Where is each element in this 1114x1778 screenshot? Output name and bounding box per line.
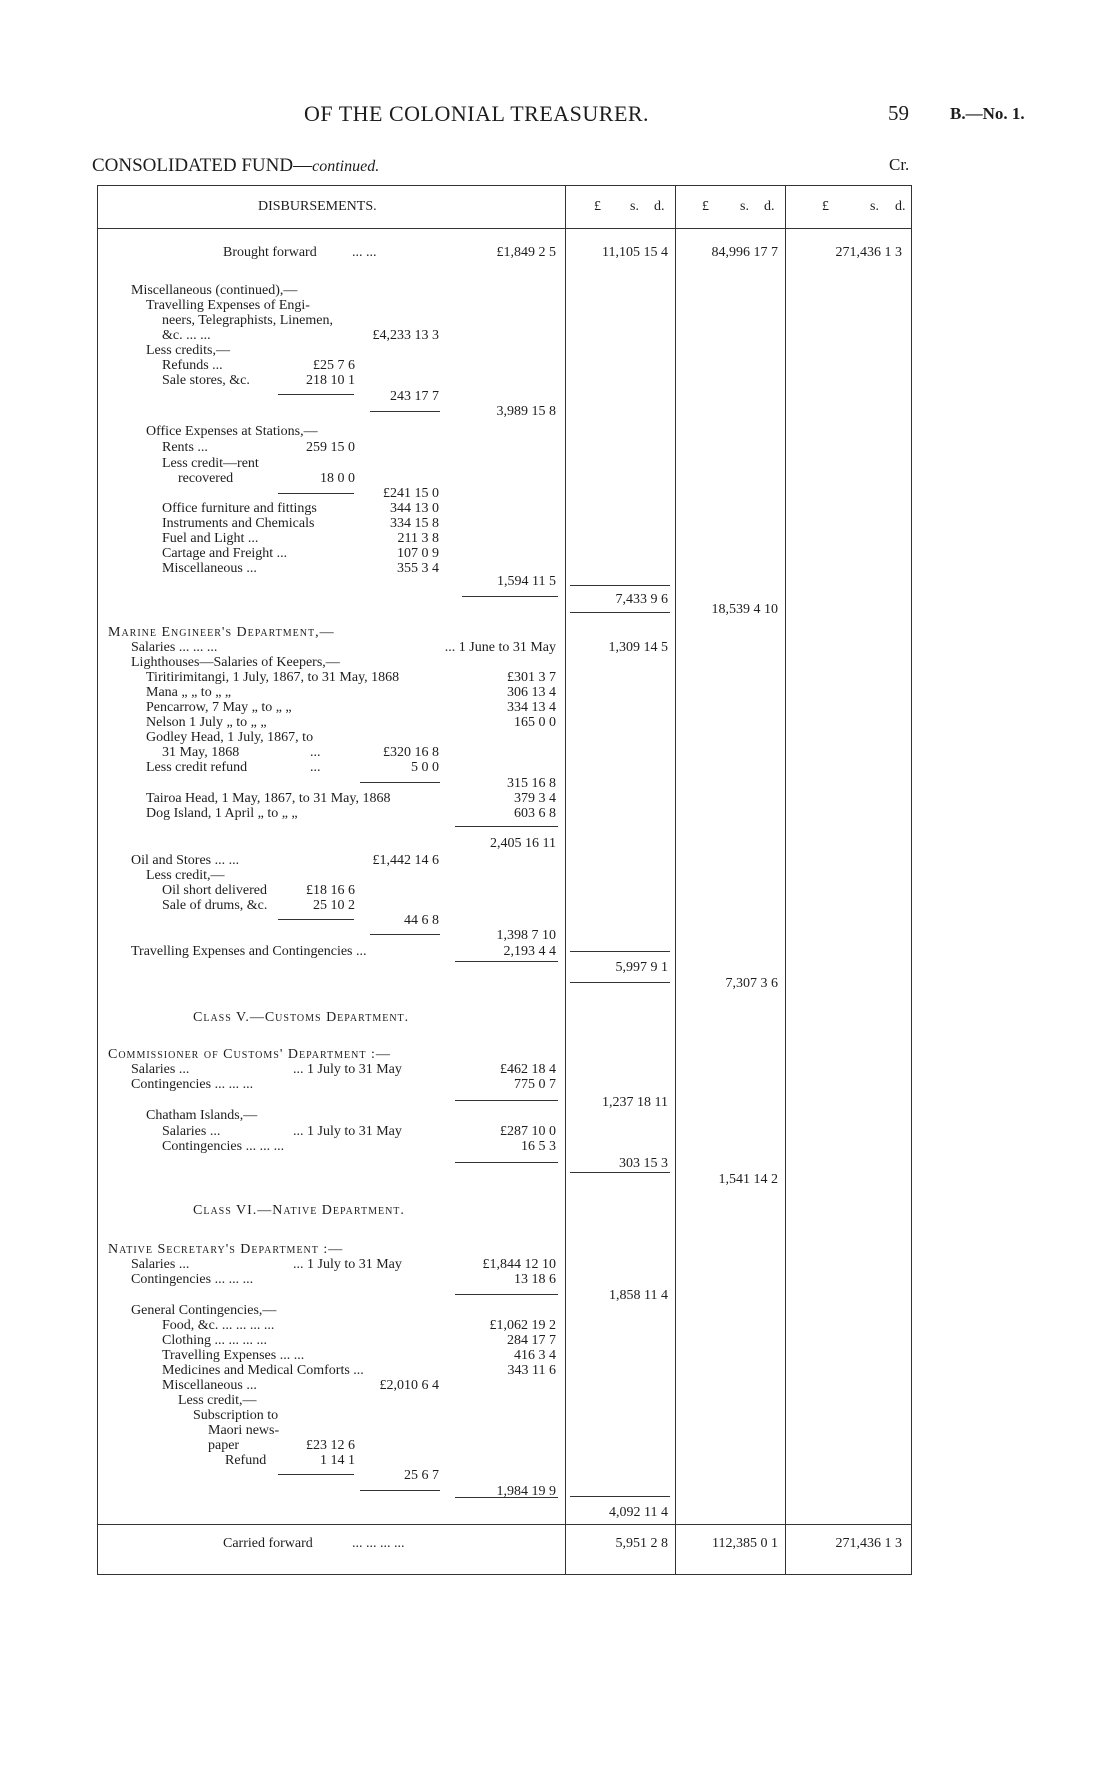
tiri-label: Tiritirimitangi, 1 July, 1867, to 31 May, 1868 bbox=[146, 670, 400, 685]
office-expenses-label: Office Expenses at Stations,— bbox=[146, 424, 318, 439]
native-salaries-period: ... 1 July to 31 May bbox=[293, 1257, 402, 1272]
rents-amount: 259 15 0 bbox=[306, 440, 355, 455]
misc-total: 7,433 9 6 bbox=[615, 592, 668, 607]
customs-cont-amount: 775 0 7 bbox=[514, 1077, 556, 1092]
carried-forward-label: Carried forward bbox=[223, 1536, 313, 1551]
chatham-salaries-label: Salaries ... bbox=[162, 1124, 221, 1139]
pence-heading: d. bbox=[895, 199, 906, 214]
mana-label: Mana „ „ to „ „ bbox=[146, 685, 232, 700]
travel-eng-line: Travelling Expenses of Engi- bbox=[146, 298, 310, 313]
drums-label: Sale of drums, &c. bbox=[162, 898, 268, 913]
sum-rule bbox=[462, 596, 558, 597]
dog-island-amount: 603 6 8 bbox=[514, 806, 556, 821]
column-divider bbox=[675, 185, 676, 1575]
travel-eng-amount: £4,233 13 3 bbox=[372, 328, 439, 343]
sum-rule bbox=[455, 1100, 558, 1101]
pound-heading: £ bbox=[594, 199, 601, 214]
cartage-label: Cartage and Freight ... bbox=[162, 546, 288, 561]
travel-exp-label: Travelling Expenses ... ... bbox=[162, 1348, 305, 1363]
drums-amount: 25 10 2 bbox=[313, 898, 355, 913]
native-cont-amount: 13 18 6 bbox=[514, 1272, 556, 1287]
salaries-amount: 1,309 14 5 bbox=[608, 640, 668, 655]
column-divider bbox=[785, 185, 786, 1575]
sale-stores-amount: 218 10 1 bbox=[306, 373, 355, 388]
subtitle-italic: continued. bbox=[312, 158, 380, 175]
sum-rule bbox=[570, 951, 670, 952]
column-divider bbox=[565, 185, 566, 1575]
native-salaries-amount: £1,844 12 10 bbox=[482, 1257, 556, 1272]
brought-forward-col3: 271,436 1 3 bbox=[835, 245, 902, 260]
sum-rule bbox=[570, 1172, 670, 1173]
godley-net: 315 16 8 bbox=[507, 776, 556, 791]
brought-forward-dots: ... ... bbox=[352, 245, 377, 260]
credits-total: 243 17 7 bbox=[390, 389, 439, 404]
godley-label: Godley Head, 1 July, 1867, to bbox=[146, 730, 314, 745]
misc-amount: 355 3 4 bbox=[397, 561, 439, 576]
clothing-label: Clothing ... ... ... ... bbox=[162, 1333, 268, 1348]
sum-rule bbox=[455, 1294, 558, 1295]
pound-heading: £ bbox=[822, 199, 829, 214]
fuel-label: Fuel and Light ... bbox=[162, 531, 259, 546]
chatham-salaries-period: ... 1 July to 31 May bbox=[293, 1124, 402, 1139]
native-heading: Native Secretary's Department :— bbox=[108, 1242, 344, 1257]
nelson-amount: 165 0 0 bbox=[514, 715, 556, 730]
sum-rule bbox=[455, 1497, 558, 1498]
chatham-total: 303 15 3 bbox=[619, 1156, 668, 1171]
oil-net: 1,398 7 10 bbox=[496, 928, 556, 943]
native-misc-label: Miscellaneous ... bbox=[162, 1378, 257, 1393]
shillings-heading: s. bbox=[740, 199, 749, 214]
refund-amount: 1 14 1 bbox=[320, 1453, 355, 1468]
sum-rule bbox=[455, 1162, 558, 1163]
native-cont-label: Contingencies ... ... ... bbox=[131, 1272, 254, 1287]
marine-heading: Marine Engineer's Department,— bbox=[108, 625, 335, 640]
sum-rule bbox=[455, 826, 558, 827]
less-credits-label: Less credits,— bbox=[146, 343, 230, 358]
brought-forward-label: Brought forward bbox=[223, 245, 317, 260]
recovered-label: recovered bbox=[178, 471, 234, 486]
carried-forward-col3: 271,436 1 3 bbox=[835, 1536, 902, 1551]
refund-label: Refund bbox=[225, 1453, 267, 1468]
credit-side-label: Cr. bbox=[889, 155, 910, 174]
sale-stores-label: Sale stores, &c. bbox=[162, 373, 250, 388]
oil-short-amount: £18 16 6 bbox=[306, 883, 355, 898]
class-v-heading: Class V.—Customs Department. bbox=[193, 1010, 410, 1025]
oil-less-label: Less credit,— bbox=[146, 868, 225, 883]
marine-total: 5,997 9 1 bbox=[615, 960, 668, 975]
recovered-amount: 18 0 0 bbox=[320, 471, 355, 486]
customs-salaries-amount: £462 18 4 bbox=[500, 1062, 556, 1077]
sum-rule bbox=[570, 1496, 670, 1497]
native-credit-total: 25 6 7 bbox=[404, 1468, 439, 1483]
travel-exp-amount: 416 3 4 bbox=[514, 1348, 556, 1363]
salaries-label: Salaries ... ... ... bbox=[131, 640, 218, 655]
nelson-label: Nelson 1 July „ to „ „ bbox=[146, 715, 267, 730]
sum-rule bbox=[278, 394, 354, 395]
sum-rule bbox=[570, 982, 670, 983]
pence-heading: d. bbox=[764, 199, 775, 214]
tiri-amount: £301 3 7 bbox=[507, 670, 556, 685]
class-v-total: 1,541 14 2 bbox=[718, 1172, 778, 1187]
carried-forward-dots: ... ... ... ... bbox=[352, 1536, 405, 1551]
page-number: 59 bbox=[888, 101, 909, 125]
furniture-amount: 344 13 0 bbox=[390, 501, 439, 516]
godley-less-label: Less credit refund bbox=[146, 760, 248, 775]
godley-dots: ... bbox=[310, 745, 321, 760]
subscription-label: Subscription to bbox=[193, 1408, 279, 1423]
salaries-period: ... 1 June to 31 May bbox=[444, 640, 556, 655]
brought-forward-col1: 11,105 15 4 bbox=[602, 245, 668, 260]
travel-cont-label: Travelling Expenses and Contingencies ... bbox=[131, 944, 367, 959]
tairoa-label: Tairoa Head, 1 May, 1867, to 31 May, 1868 bbox=[146, 791, 391, 806]
misc-heading: Miscellaneous (continued),— bbox=[131, 283, 298, 298]
food-label: Food, &c. ... ... ... ... bbox=[162, 1318, 275, 1333]
sum-rule bbox=[278, 1474, 354, 1475]
footer-rule bbox=[97, 1524, 912, 1525]
fund-subtitle bbox=[92, 156, 379, 175]
sum-rule bbox=[570, 585, 670, 586]
document-reference: B.—No. 1. bbox=[950, 104, 1025, 123]
native-salaries-label: Salaries ... bbox=[131, 1257, 190, 1272]
chatham-label: Chatham Islands,— bbox=[146, 1108, 258, 1123]
tairoa-amount: 379 3 4 bbox=[514, 791, 556, 806]
marine-class-total: 7,307 3 6 bbox=[725, 976, 778, 991]
lighthouses-label: Lighthouses—Salaries of Keepers,— bbox=[131, 655, 340, 670]
refunds-label: Refunds ... bbox=[162, 358, 223, 373]
furniture-label: Office furniture and fittings bbox=[162, 501, 317, 516]
chatham-cont-amount: 16 5 3 bbox=[521, 1139, 556, 1154]
subscription-label: paper bbox=[208, 1438, 240, 1453]
sum-rule bbox=[455, 961, 558, 962]
less-rent-label: Less credit—rent bbox=[162, 456, 259, 471]
oil-short-label: Oil short delivered bbox=[162, 883, 267, 898]
sum-rule bbox=[570, 612, 670, 613]
travel-cont-amount: 2,193 4 4 bbox=[503, 944, 556, 959]
mana-amount: 306 13 4 bbox=[507, 685, 556, 700]
clothing-amount: 284 17 7 bbox=[507, 1333, 556, 1348]
subscription-amount: £23 12 6 bbox=[306, 1438, 355, 1453]
general-contingencies-total: 1,984 19 9 bbox=[496, 1484, 556, 1499]
instruments-label: Instruments and Chemicals bbox=[162, 516, 315, 531]
lighthouse-total: 2,405 16 11 bbox=[490, 836, 556, 851]
sum-rule bbox=[360, 782, 440, 783]
carried-forward-col2: 112,385 0 1 bbox=[712, 1536, 778, 1551]
chatham-salaries-amount: £287 10 0 bbox=[500, 1124, 556, 1139]
food-amount: £1,062 19 2 bbox=[489, 1318, 556, 1333]
misc-label: Miscellaneous ... bbox=[162, 561, 257, 576]
native-misc-amount: £2,010 6 4 bbox=[379, 1378, 439, 1393]
travel-net-amount: 3,989 15 8 bbox=[496, 404, 556, 419]
carried-forward-col1: 5,951 2 8 bbox=[615, 1536, 668, 1551]
sum-rule bbox=[360, 1490, 440, 1491]
sum-rule bbox=[278, 493, 354, 494]
oil-amount: £1,442 14 6 bbox=[372, 853, 439, 868]
header-rule bbox=[97, 228, 912, 229]
native-total: 4,092 11 4 bbox=[609, 1505, 668, 1520]
travel-eng-line: &c. ... ... bbox=[162, 328, 211, 343]
rents-label: Rents ... bbox=[162, 440, 208, 455]
pence-heading: d. bbox=[654, 199, 665, 214]
rent-net-amount: £241 15 0 bbox=[383, 486, 439, 501]
telegraph-total: 18,539 4 10 bbox=[711, 602, 778, 617]
shillings-heading: s. bbox=[630, 199, 639, 214]
subscription-label: Maori news- bbox=[208, 1423, 280, 1438]
general-contingencies-label: General Contingencies,— bbox=[131, 1303, 277, 1318]
fuel-amount: 211 3 8 bbox=[397, 531, 439, 546]
pencarrow-label: Pencarrow, 7 May „ to „ „ bbox=[146, 700, 292, 715]
office-total: 1,594 11 5 bbox=[497, 574, 556, 589]
customs-salaries-label: Salaries ... bbox=[131, 1062, 190, 1077]
medicines-amount: 343 11 6 bbox=[507, 1363, 556, 1378]
page-title: OF THE COLONIAL TREASURER. bbox=[304, 101, 650, 126]
cartage-amount: 107 0 9 bbox=[397, 546, 439, 561]
refunds-amount: £25 7 6 bbox=[313, 358, 355, 373]
godley-amount: £320 16 8 bbox=[383, 745, 439, 760]
chatham-cont-label: Contingencies ... ... ... bbox=[162, 1139, 285, 1154]
instruments-amount: 334 15 8 bbox=[390, 516, 439, 531]
shillings-heading: s. bbox=[870, 199, 879, 214]
sum-rule bbox=[370, 934, 440, 935]
customs-salaries-period: ... 1 July to 31 May bbox=[293, 1062, 402, 1077]
native-less-label: Less credit,— bbox=[178, 1393, 257, 1408]
oil-credit-total: 44 6 8 bbox=[404, 913, 439, 928]
customs-heading: Commissioner of Customs' Department :— bbox=[108, 1047, 391, 1062]
godley-less-dots: ... bbox=[310, 760, 321, 775]
travel-eng-line: neers, Telegraphists, Linemen, bbox=[162, 313, 333, 328]
brought-forward-amount: £1,849 2 5 bbox=[496, 245, 556, 260]
pencarrow-amount: 334 13 4 bbox=[507, 700, 556, 715]
customs-total: 1,237 18 11 bbox=[602, 1095, 668, 1110]
class-vi-heading: Class VI.—Native Department. bbox=[193, 1203, 405, 1218]
oil-label: Oil and Stores ... ... bbox=[131, 853, 240, 868]
godley-less-amount: 5 0 0 bbox=[411, 760, 439, 775]
brought-forward-col2: 84,996 17 7 bbox=[711, 245, 778, 260]
subtitle-text: CONSOLIDATED FUND— bbox=[92, 155, 313, 176]
godley-label: 31 May, 1868 bbox=[162, 745, 240, 760]
pound-heading: £ bbox=[702, 199, 709, 214]
customs-cont-label: Contingencies ... ... ... bbox=[131, 1077, 254, 1092]
dog-island-label: Dog Island, 1 April „ to „ „ bbox=[146, 806, 298, 821]
medicines-label: Medicines and Medical Comforts ... bbox=[162, 1363, 364, 1378]
sum-rule bbox=[370, 411, 440, 412]
sum-rule bbox=[278, 919, 354, 920]
native-secretary-total: 1,858 11 4 bbox=[609, 1288, 668, 1303]
disbursements-heading: DISBURSEMENTS. bbox=[258, 199, 377, 214]
